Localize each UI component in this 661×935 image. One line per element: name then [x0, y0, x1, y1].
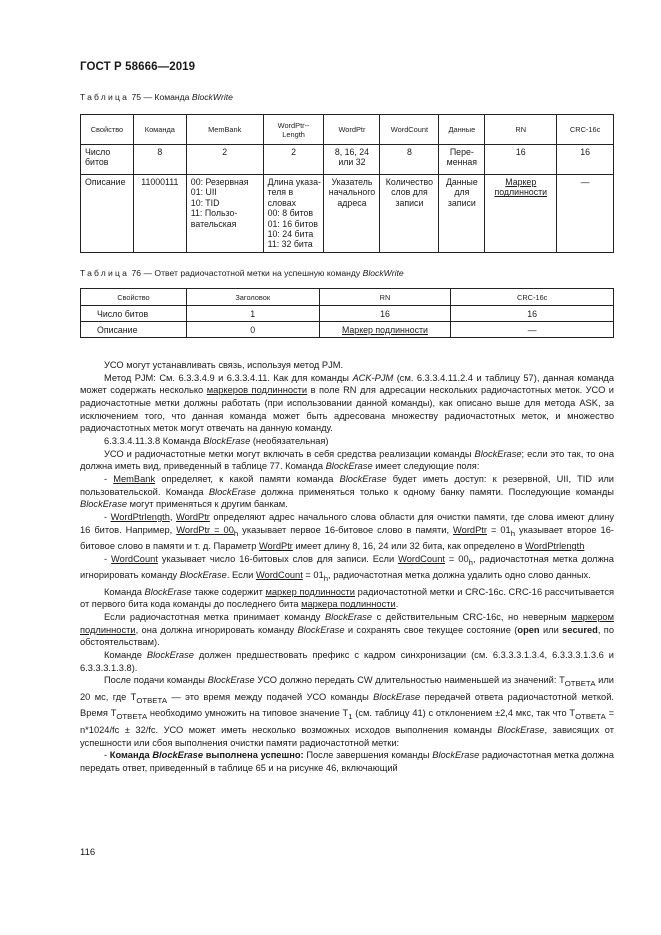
paragraph: После подачи команды BlockErase УСО должно передать CW длительностью наименьшей из значений: $T_{ОТВЕТА}$ или 20 мс, где $T_{ОТВЕТА}$ — это время между подачей УСО команды BlockErase передачей ответа радиочастотной меткой. Время $T_{ОТВЕТА}$ необходимо умножить на типовое значение $T_1$ (см. таблицу 41) с отклонением ±2,4 мкс, так что $T_{ОТВЕТА} = n*1024/fc \pm 32/fc$. УСО может иметь несколько возможных исходов выполнения команды BlockErase, зависящих от успешности или сбоя выполнения очистки памяти радиочастотной метки:	[80, 675, 615, 748]
header-cell: RN	[319, 289, 451, 306]
table-cell: 16	[557, 145, 614, 175]
table-cell	[186, 175, 263, 253]
table-cell: 8, 16, 24 или 32	[324, 145, 380, 175]
table-cell: 16	[451, 306, 614, 322]
table-cell: Количество слов для записи	[380, 175, 439, 253]
wordptr-length-line: 00: 8 битов	[267, 208, 314, 219]
caption-command-name: BlockWrite	[191, 92, 233, 102]
caption-number: 75	[131, 92, 142, 102]
table-cell: 8	[133, 145, 186, 175]
paragraph: Команда BlockErase также содержит маркер подлинности радиочастотной метки и CRC-16c. CRC-16 рассчитывается от первого бита кода команды до последнего бита маркера подлинности.	[80, 586, 614, 610]
wordptr-length-line: 01: 16 битов	[267, 218, 318, 229]
membank-line: 11: Пользовательская	[190, 208, 238, 229]
table-cell: 11000111	[133, 175, 186, 253]
header-cell: Команда	[133, 115, 186, 145]
wordptr-length-line: Длина указателя в словах	[267, 177, 321, 208]
table-cell: Указатель начального адреса	[324, 175, 380, 253]
table-75	[80, 114, 614, 253]
paragraph: - MemBank определяет, к какой памяти команда BlockErase будет иметь доступ: к резервной, UII, TID или пользовательской. Команда BlockErase должна применяться только к одному банку памяти. Последующие команды BlockErase могут применяться к другим банкам.	[80, 473, 614, 510]
page-number: 116	[80, 847, 96, 858]
wordptr-length-line: 10: 24 бита	[267, 229, 314, 240]
table-76-caption	[80, 268, 404, 278]
table-row	[81, 322, 614, 338]
caption-dash: — Команда	[141, 92, 192, 102]
table-row	[81, 175, 614, 253]
auth-marker-link: Маркер подлинности	[494, 177, 548, 198]
wordptr-length-line: 11: 32 бита	[267, 239, 313, 250]
caption-command-name: BlockWrite	[362, 268, 404, 278]
table-cell: —	[557, 175, 614, 253]
paragraph: - Команда BlockErase выполнена успешно: После завершения команды BlockErase радиочастотная метка должна передать ответ, приведенный в таблице 65 и на рисунке 46, включающий	[80, 750, 614, 773]
table-cell: 0	[186, 322, 319, 338]
table-cell: 8	[380, 145, 439, 175]
table-cell: 16	[319, 306, 451, 322]
table-cell: 16	[485, 145, 557, 175]
header-cell: WordPtr	[324, 115, 380, 145]
table-cell: Описание	[81, 322, 187, 338]
table-cell: 2	[186, 145, 263, 175]
table-75-caption	[80, 92, 233, 102]
paragraph: 6.3.3.4.11.3.8 Команда BlockErase (необязательная)	[104, 435, 329, 446]
table-cell: Число битов	[81, 306, 187, 322]
header-cell: WordPtr-- Length	[263, 115, 324, 145]
table-cell	[485, 175, 557, 253]
paragraph: - WordCount указывает число 16-битовых слов для записи. Если WordCount = $00_h$, радиочастотная метка должна игнорировать команду BlockErase. Если WordCount = $01_h$, радиочастотная метка должна удалить одно слово данных.	[80, 553, 614, 584]
paragraph: Метод PJM: См. 6.3.3.4.9 и 6.3.3.4.11. Как для команды ACK-PJM (см. 6.3.3.4.11.2.4 и таблицу 57), данная команда может содержать несколько маркеров подлинности в поле RN для адресации нескольких радиочастотных меток. УСО и радиочастотные метки должны работать (при использовании данной команды), как описано выше для метода ASK, за исключением того, что данная команда может быть адресована множеству радиочастотных меток, и множество радиочастотных меток могут отвечать на данную команду.	[80, 372, 614, 434]
header-cell: Данные	[439, 115, 485, 145]
document-header: ГОСТ Р 58666—2019	[80, 61, 196, 73]
table-row	[81, 306, 614, 322]
header-cell: WordCount	[380, 115, 439, 145]
header-cell: Свойство	[81, 289, 187, 306]
membank-line: 00: Резервная	[190, 177, 249, 187]
table-row	[81, 145, 614, 175]
auth-marker-link: Маркер подлинности	[341, 324, 428, 335]
header-cell: MemBank	[186, 115, 263, 145]
table-76	[80, 288, 614, 338]
caption-dash: — Ответ радиочастотной метки на успешную команду	[141, 268, 363, 278]
header-cell: Свойство	[81, 115, 134, 145]
table-76-header-row	[81, 289, 614, 306]
table-cell: Переменная	[439, 145, 485, 175]
table-cell	[263, 175, 324, 253]
paragraph: - WordPtrlength, WordPtr определяют адрес начального слова области для очистки памяти, где слова имеют длину 16 битов. Например, WordPtr = $00_h$ указывает первое 16-битовое слово в памяти, WordPtr = $01_h$ указывает второе 16-битовое слово в памяти и т. д. Параметр WordPtr имеет длину 8, 16, 24 или 32 бита, как определено в WordPtrlength	[80, 511, 614, 552]
caption-prefix: Таблица	[80, 268, 130, 278]
caption-prefix: Таблица	[80, 92, 130, 102]
table-cell: 2	[263, 145, 324, 175]
table-cell: Данные для записи	[439, 175, 485, 253]
header-cell: CRC-16c	[557, 115, 614, 145]
header-cell: CRC-16c	[451, 289, 614, 306]
header-cell: Заголовок	[186, 289, 319, 306]
table-cell: Число битов	[81, 145, 134, 175]
table-75-header-row	[81, 115, 614, 145]
table-cell	[319, 322, 451, 338]
table-cell: 1	[186, 306, 319, 322]
membank-line: 01: UII	[190, 187, 217, 198]
caption-number: 76	[131, 268, 142, 278]
table-cell: —	[451, 322, 614, 338]
paragraph: УСО могут устанавливать связь, используя метод PJM.	[104, 360, 344, 370]
paragraph: УСО и радиочастотные метки могут включать в себя средства реализации команды BlockErase; если это так, то она должна иметь вид, приведенный в таблице 77. Команда BlockErase имеет следующие поля:	[80, 448, 614, 472]
table-cell: Описание	[81, 175, 134, 253]
header-cell: RN	[485, 115, 557, 145]
membank-line: 10: TID	[190, 197, 220, 208]
body-text	[80, 359, 614, 775]
paragraph: Если радиочастотная метка принимает команду BlockErase с действительным CRC-16c, но неверным маркером подлинности, она должна игнорировать команду BlockErase и сохранять свое текущее состояние (open или secured, по обстоятельствам).	[80, 612, 615, 648]
paragraph: Команде BlockErase должен предшествовать префикс с кадром синхронизации (см. 6.3.3.3.1.3.4, 6.3.3.3.1.3.6 и 6.3.3.3.1.3.8).	[80, 650, 614, 673]
